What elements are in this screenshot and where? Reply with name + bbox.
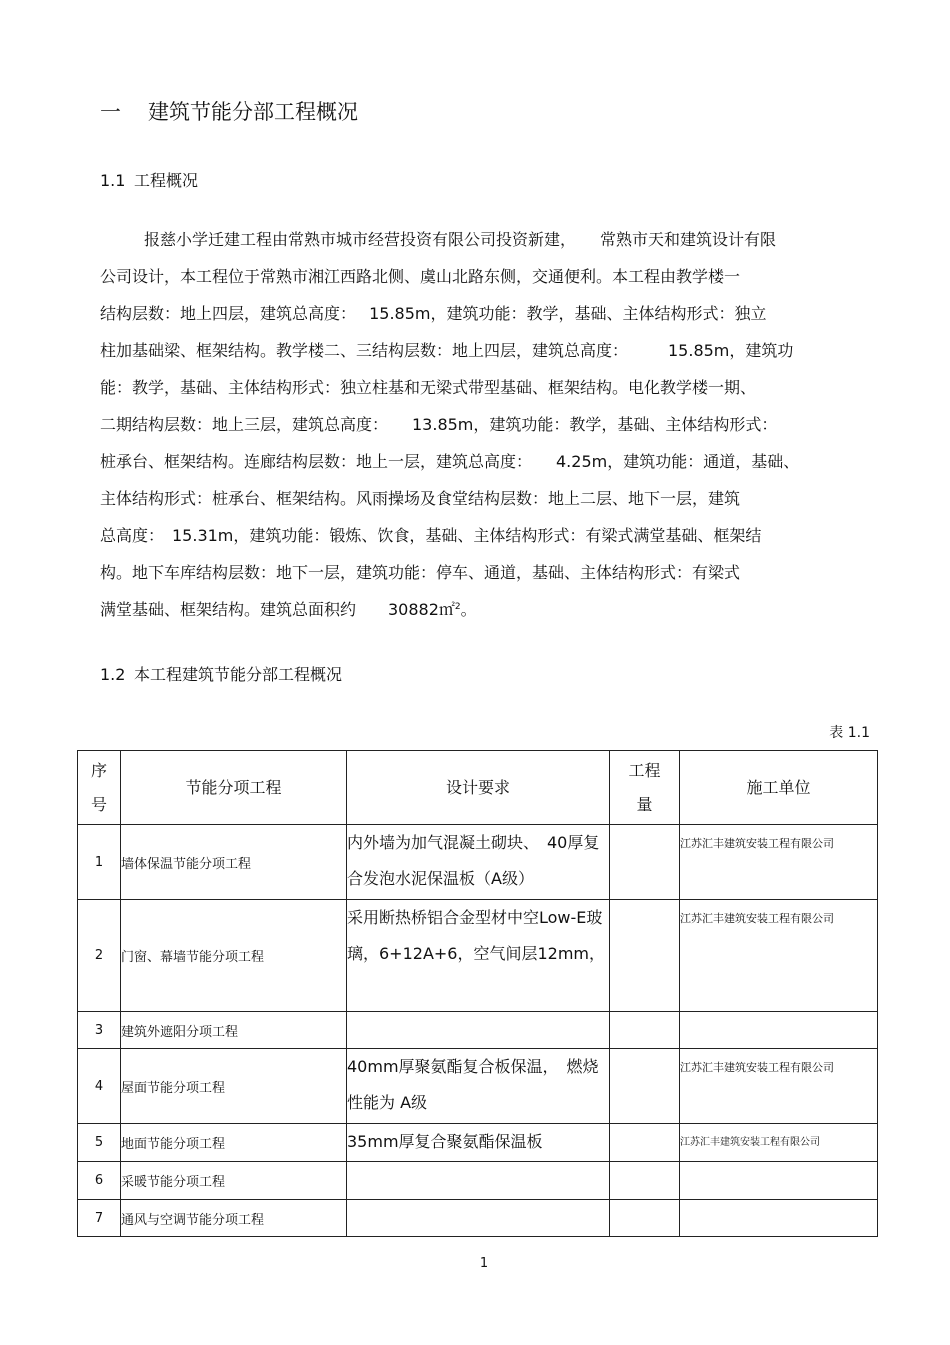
- header-seq: 序号: [78, 751, 121, 825]
- row-contractor: [680, 1012, 878, 1049]
- row-number: 5: [78, 1124, 121, 1162]
- row-quantity: [610, 1049, 680, 1124]
- table-row: [78, 1124, 878, 1162]
- paragraph-line-text: 满堂基础、框架结构。建筑总面积约 30882㎡: [100, 600, 455, 619]
- paragraph-line: 构。地下车库结构层数：地下一层，建筑功能：停车、通道，基础、主体结构形式：有梁式: [100, 563, 741, 582]
- table-row: [78, 900, 878, 1012]
- paragraph-line-tail: 。: [460, 600, 477, 619]
- energy-saving-table: [77, 750, 878, 1237]
- row-requirement: 内外墙为加气混凝土砌块、 40厚复合发泡水泥保温板（A级）: [347, 825, 610, 900]
- header-requirement: 设计要求: [347, 751, 610, 825]
- row-quantity: [610, 1162, 680, 1200]
- row-requirement: [347, 1162, 610, 1200]
- section-number: 1.2: [100, 665, 126, 684]
- table-header-row: [78, 751, 878, 825]
- row-item: 通风与空调节能分项工程: [121, 1200, 347, 1237]
- table-row: [78, 1049, 878, 1124]
- paragraph-line: 柱加基础梁、框架结构。教学楼二、三结构层数：地上四层，建筑总高度： 15.85m，建筑功: [100, 341, 794, 360]
- section-heading-1-2: [100, 662, 342, 685]
- row-requirement: [347, 1012, 610, 1049]
- table-caption: 表 1.1: [829, 725, 870, 741]
- row-number: 3: [78, 1012, 121, 1049]
- paragraph-line: 二期结构层数：地上三层，建筑总高度： 13.85m，建筑功能：教学，基础、主体结构形式：: [100, 415, 778, 434]
- header-quantity: 工程量: [610, 751, 680, 825]
- table-row: [78, 1200, 878, 1237]
- paragraph-line: 报慈小学迁建工程由常熟市城市经营投资有限公司投资新建， 常熟市天和建筑设计有限: [144, 230, 777, 249]
- row-quantity: [610, 1200, 680, 1237]
- section-title: 本工程建筑节能分部工程概况: [134, 665, 343, 684]
- row-contractor: 江苏汇丰建筑安装工程有限公司: [680, 825, 878, 900]
- row-item: 地面节能分项工程: [121, 1124, 347, 1162]
- row-contractor: [680, 1162, 878, 1200]
- row-number: 1: [78, 825, 121, 900]
- paragraph-line: 主体结构形式：桩承台、框架结构。风雨操场及食堂结构层数：地上二层、地下一层，建筑: [100, 489, 741, 508]
- row-contractor: 江苏汇丰建筑安装工程有限公司: [680, 1049, 878, 1124]
- row-number: 4: [78, 1049, 121, 1124]
- row-contractor: 江苏汇丰建筑安装工程有限公司: [680, 1124, 878, 1162]
- row-requirement: 40mm厚聚氨酯复合板保温， 燃烧性能为 A级: [347, 1049, 610, 1124]
- row-contractor: 江苏汇丰建筑安装工程有限公司: [680, 900, 878, 1012]
- table-row: [78, 825, 878, 900]
- row-item: 建筑外遮阳分项工程: [121, 1012, 347, 1049]
- row-quantity: [610, 900, 680, 1012]
- header-contractor: 施工单位: [680, 751, 878, 825]
- table-row: [78, 1162, 878, 1200]
- row-number: 7: [78, 1200, 121, 1237]
- row-requirement: [347, 1200, 610, 1237]
- area-superscript: 2: [454, 602, 461, 612]
- paragraph-line: 结构层数：地上四层，建筑总高度： 15.85m，建筑功能：教学，基础、主体结构形式：独立: [100, 304, 767, 323]
- row-number: 6: [78, 1162, 121, 1200]
- paragraph-line: 桩承台、框架结构。连廊结构层数：地上一层，建筑总高度： 4.25m，建筑功能：通道，基础、: [100, 452, 800, 471]
- table-row: [78, 1012, 878, 1049]
- chapter-number: 一: [100, 100, 121, 124]
- paragraph-line: 总高度： 15.31m，建筑功能：锻炼、饮食，基础、主体结构形式：有梁式满堂基础、框架结: [100, 526, 762, 545]
- row-item: 墙体保温节能分项工程: [121, 825, 347, 900]
- section-heading-1-1: [100, 168, 198, 191]
- chapter-title: 建筑节能分部工程概况: [148, 100, 358, 124]
- chapter-heading: [100, 96, 358, 126]
- overview-paragraph: [100, 226, 870, 633]
- row-item: 门窗、幕墙节能分项工程: [121, 900, 347, 1012]
- header-item: 节能分项工程: [121, 751, 347, 825]
- section-number: 1.1: [100, 171, 126, 190]
- section-title: 工程概况: [134, 171, 199, 190]
- paragraph-line: 公司设计，本工程位于常熟市湘江西路北侧、虞山北路东侧，交通便利。本工程由教学楼一: [100, 267, 741, 286]
- paragraph-line: 能：教学，基础、主体结构形式：独立柱基和无梁式带型基础、框架结构。电化教学楼一期、: [100, 378, 757, 397]
- row-item: 采暖节能分项工程: [121, 1162, 347, 1200]
- row-item: 屋面节能分项工程: [121, 1049, 347, 1124]
- row-number: 2: [78, 900, 121, 1012]
- page-number: 1: [479, 1256, 489, 1271]
- row-quantity: [610, 1012, 680, 1049]
- paragraph-last-line: [100, 596, 870, 633]
- row-quantity: [610, 1124, 680, 1162]
- row-quantity: [610, 825, 680, 900]
- row-requirement: 采用断热桥铝合金型材中空Low-E玻璃，6+12A+6，空气间层12mm，: [347, 900, 610, 1012]
- row-contractor: [680, 1200, 878, 1237]
- row-requirement: 35mm厚复合聚氨酯保温板: [347, 1124, 610, 1162]
